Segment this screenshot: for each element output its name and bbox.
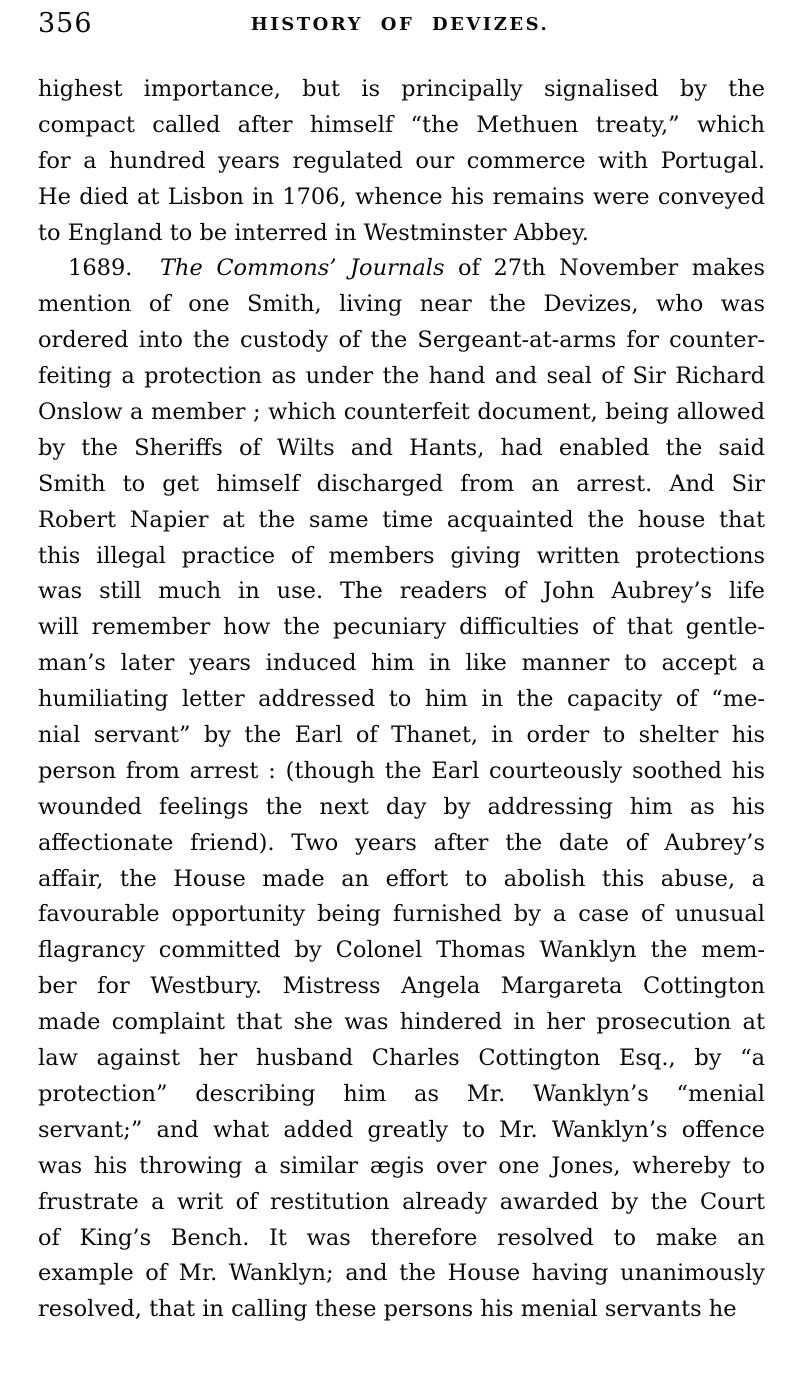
paragraph-methuen (38, 72, 765, 251)
text-line: servant;” and what added greatly to Mr. Wanklyn’s offence (38, 1116, 765, 1143)
text-line: affair, the House made an effort to abolish this abuse, a (38, 865, 765, 892)
text-line: man’s later years induced him in like manner to accept a (38, 650, 765, 677)
text-line: was his throwing a similar ægis over one Jones, whereby to (38, 1152, 765, 1179)
text-line: humiliating letter addressed to him in the capacity of “me- (38, 686, 765, 713)
text-line: ordered into the custody of the Sergeant-at-arms for counter- (38, 327, 765, 354)
first-line-rest: of 27th November makes (458, 255, 766, 282)
text-line: He died at Lisbon in 1706, whence his remains were conveyed (38, 183, 765, 210)
page-number: 356 (38, 8, 93, 39)
text-line (38, 251, 765, 287)
text-line: ber for Westbury. Mistress Angela Margareta Cottington (38, 973, 765, 1000)
text-line: will remember how the pecuniary difficulties of that gentle- (38, 614, 765, 641)
text-line: was still much in use. The readers of John Aubrey’s life (38, 578, 765, 605)
text-line: frustrate a writ of restitution already awarded by the Court (38, 1188, 765, 1215)
text-line: law against her husband Charles Cottington Esq., by “a (38, 1045, 765, 1072)
text-line: to England to be interred in Westminster Abbey. (38, 219, 589, 246)
text-line: highest importance, but is principally signalised by the (38, 76, 765, 102)
text-line: by the Sheriffs of Wilts and Hants, had enabled the said (38, 434, 765, 461)
text-line: resolved, that in calling these persons his menial servants he (38, 1296, 737, 1323)
text-line: wounded feelings the next day by addressing him as his (38, 793, 765, 820)
journal-title: The Commons’ Journals (159, 255, 445, 282)
text-line: affectionate friend). Two years after the date of Aubrey’s (38, 829, 765, 856)
text-line: made complaint that she was hindered in her prosecution at (38, 1009, 765, 1036)
text-line: person from arrest : (though the Earl courteously soothed his (38, 757, 765, 784)
text-line: Onslow a member ; which counterfeit document, being allowed (38, 399, 765, 426)
text-line: compact called after himself “the Methuen treaty,” which (38, 111, 765, 138)
text-line: of King’s Bench. It was therefore resolved to make an (38, 1224, 765, 1251)
text-line: for a hundred years regulated our commerce with Portugal. (38, 147, 765, 174)
text-line: nial servant” by the Earl of Thanet, in order to shelter his (38, 722, 765, 749)
text-line: flagrancy committed by Colonel Thomas Wanklyn the mem- (38, 937, 765, 964)
page-header (0, 0, 800, 42)
text-line: Robert Napier at the same time acquainted the house that (38, 506, 765, 533)
year-label: 1689. (68, 255, 133, 282)
text-line: feiting a protection as under the hand and seal of Sir Richard (38, 363, 765, 390)
page-text (38, 72, 765, 1328)
text-line: favourable opportunity being furnished by a case of unusual (38, 901, 765, 928)
paragraph-1689-lines (38, 287, 765, 1328)
text-line: mention of one Smith, living near the Devizes, who was (38, 291, 765, 318)
paragraph-1689 (38, 251, 765, 1328)
running-title: HISTORY OF DEVIZES. (250, 14, 550, 35)
text-line: example of Mr. Wanklyn; and the House having unanimously (38, 1260, 765, 1287)
text-line: this illegal practice of members giving written protections (38, 542, 765, 569)
text-line: Smith to get himself discharged from an arrest. And Sir (38, 470, 765, 497)
text-line: protection” describing him as Mr. Wanklyn’s “menial (38, 1080, 765, 1107)
